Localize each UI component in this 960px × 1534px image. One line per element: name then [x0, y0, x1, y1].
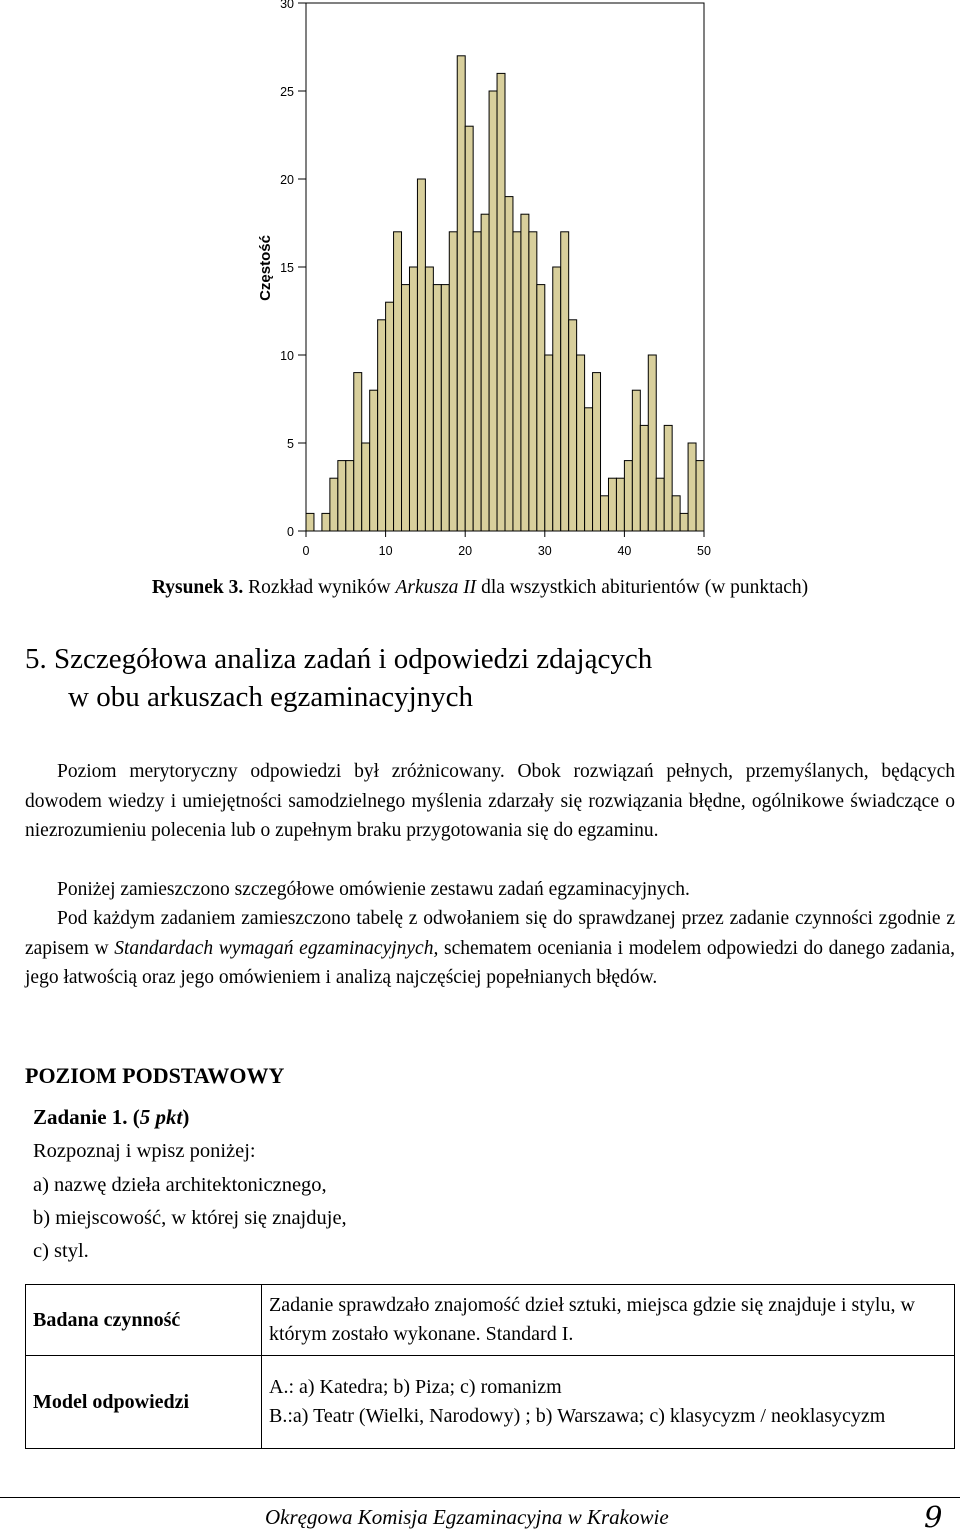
- histogram-bar: [513, 232, 521, 531]
- x-tick-label: 40: [617, 544, 632, 558]
- task-item-b: b) miejscowość, w której się znajduje,: [33, 1207, 347, 1229]
- histogram-bar: [688, 443, 696, 531]
- x-tick-label: 10: [378, 544, 393, 558]
- histogram-bar: [561, 232, 569, 531]
- section-heading: [25, 640, 652, 716]
- task-points-open: (: [127, 1105, 140, 1129]
- histogram-bar: [402, 285, 410, 531]
- answer-b-key: B.:: [269, 1405, 293, 1427]
- histogram-bar: [521, 214, 529, 531]
- histogram-bar: [680, 513, 688, 531]
- histogram-bar: [505, 197, 513, 531]
- task-points-close: ): [182, 1105, 190, 1129]
- task-info-table: [25, 1284, 955, 1449]
- table-value-badana: Zadanie sprawdzało znajomość dzieł sztuki, miejsca gdzie się znajduje i stylu, w którym zostało wykonane. Standard I.: [262, 1285, 955, 1356]
- histogram-bar: [616, 478, 624, 531]
- y-tick-label: 25: [280, 85, 294, 99]
- x-tick-label: 50: [697, 544, 711, 558]
- section-heading-line2: w obu arkuszach egzaminacyjnych: [68, 681, 474, 713]
- histogram-bar: [481, 214, 489, 531]
- histogram-bar: [632, 390, 640, 531]
- y-axis-label: Częstość: [257, 235, 274, 301]
- caption-text-after: dla wszystkich abiturientów (w punktach): [476, 577, 809, 598]
- histogram-bar: [529, 232, 537, 531]
- footer-divider: [0, 1497, 960, 1498]
- histogram-bar: [608, 478, 616, 531]
- answer-a: [269, 1373, 946, 1402]
- histogram-bar: [409, 267, 417, 531]
- histogram-bar: [346, 461, 354, 531]
- table-label-badana: Badana czynność: [26, 1285, 262, 1356]
- page-number: 9: [924, 1500, 943, 1534]
- paragraph-2: Poniżej zamieszczono szczegółowe omówienie zestawu zadań egzaminacyjnych.: [57, 879, 690, 900]
- answer-a-text: a) Katedra; b) Piza; c) romanizm: [299, 1376, 562, 1398]
- caption-label: Rysunek 3.: [151, 577, 244, 598]
- histogram-bar: [553, 267, 561, 531]
- histogram-bar: [648, 355, 656, 531]
- histogram-bar: [370, 390, 378, 531]
- level-heading: POZIOM PODSTAWOWY: [25, 1063, 285, 1088]
- histogram-bar: [489, 91, 497, 531]
- section-heading-line1: 5. Szczegółowa analiza zadań i odpowiedzi zdających: [25, 643, 653, 675]
- histogram-bar: [624, 461, 632, 531]
- footer-text: Okręgowa Komisja Egzaminacyjna w Krakowie: [265, 1505, 669, 1529]
- histogram-bar: [449, 232, 457, 531]
- histogram-bar: [569, 320, 577, 531]
- histogram-chart: [240, 0, 740, 570]
- task-item-a: a) nazwę dzieła architektonicznego,: [33, 1174, 327, 1196]
- paragraph-3-after: schematem oceniania i modelem odpowiedzi do danego zadania, jego łatwością oraz jego omówieniem i analizą najczęściej popełnianych błędów.: [25, 937, 955, 988]
- y-tick-label: 0: [287, 525, 294, 539]
- histogram-bar: [306, 513, 314, 531]
- histogram-bar: [696, 461, 704, 531]
- x-tick-label: 0: [302, 544, 310, 558]
- histogram-bar: [425, 267, 433, 531]
- y-tick-label: 30: [280, 0, 294, 11]
- paragraph-3-before: Pod każdym zadaniem zamieszczono tabelę z odwołaniem się do sprawdzanej przez zadanie czynności zgodnie z zapisem w: [25, 908, 955, 959]
- histogram-bar: [640, 425, 648, 531]
- task-points: 5 pkt: [139, 1105, 183, 1129]
- paragraph-3: [25, 904, 955, 993]
- figure-caption: [0, 577, 960, 599]
- task-instruction: Rozpoznaj i wpisz poniżej:: [33, 1140, 256, 1162]
- paragraph-3-italic: Standardach wymagań egzaminacyjnych,: [114, 937, 439, 959]
- histogram-bar: [386, 302, 394, 531]
- histogram-bar: [545, 355, 553, 531]
- task-item-c: c) styl.: [33, 1240, 89, 1262]
- x-tick-label: 30: [537, 544, 552, 558]
- answer-b: [269, 1402, 946, 1431]
- table-row: [26, 1285, 955, 1356]
- y-tick-label: 10: [280, 349, 294, 363]
- paragraph-1: Poziom merytoryczny odpowiedzi był zróżnicowany. Obok rozwiązań pełnych, przemyślanych, będących dowodem wiedzy i umiejętności samodzielnego myślenia zdarzały się rozwiązania błędne, ogólnikowe świadczące o niezrozumieniu polecenia lub o zupełnym braku przygotowania się do egzaminu.: [25, 761, 955, 841]
- table-row: [26, 1356, 955, 1449]
- caption-italic: Arkusza II: [395, 577, 477, 598]
- histogram-bar: [330, 478, 338, 531]
- histogram-bar: [497, 73, 505, 531]
- histogram-bar: [656, 478, 664, 531]
- histogram-bar: [664, 425, 672, 531]
- table-value-model: [262, 1356, 955, 1449]
- histogram-bar: [394, 232, 402, 531]
- y-tick-label: 15: [280, 261, 294, 275]
- histogram-bar: [441, 285, 449, 531]
- histogram-bar: [378, 320, 386, 531]
- histogram-bar: [577, 355, 585, 531]
- histogram-bar: [354, 373, 362, 531]
- histogram-bar: [593, 373, 601, 531]
- histogram-bar: [473, 232, 481, 531]
- histogram-bar: [672, 496, 680, 531]
- task-title: [33, 1105, 189, 1130]
- table-label-model: Model odpowiedzi: [26, 1356, 262, 1449]
- x-tick-label: 20: [458, 544, 473, 558]
- histogram-bar: [537, 285, 545, 531]
- histogram-bar: [465, 126, 473, 531]
- answer-a-key: A.:: [269, 1376, 299, 1398]
- histogram-bar: [362, 443, 370, 531]
- histogram-bar: [585, 408, 593, 531]
- y-tick-label: 20: [280, 173, 294, 187]
- histogram-bar: [322, 513, 330, 531]
- histogram-bar: [433, 285, 441, 531]
- y-tick-label: 5: [287, 437, 294, 451]
- answer-b-text: a) Teatr (Wielki, Narodowy) ; b) Warszawa; c) klasycyzm / neoklasycyzm: [292, 1405, 886, 1427]
- histogram-bar: [601, 496, 609, 531]
- histogram-bar: [338, 461, 346, 531]
- histogram-bar: [457, 56, 465, 531]
- task-title-label: Zadanie 1.: [33, 1105, 128, 1129]
- histogram-bar: [417, 179, 425, 531]
- caption-text-before: Rozkład wyników: [243, 577, 396, 598]
